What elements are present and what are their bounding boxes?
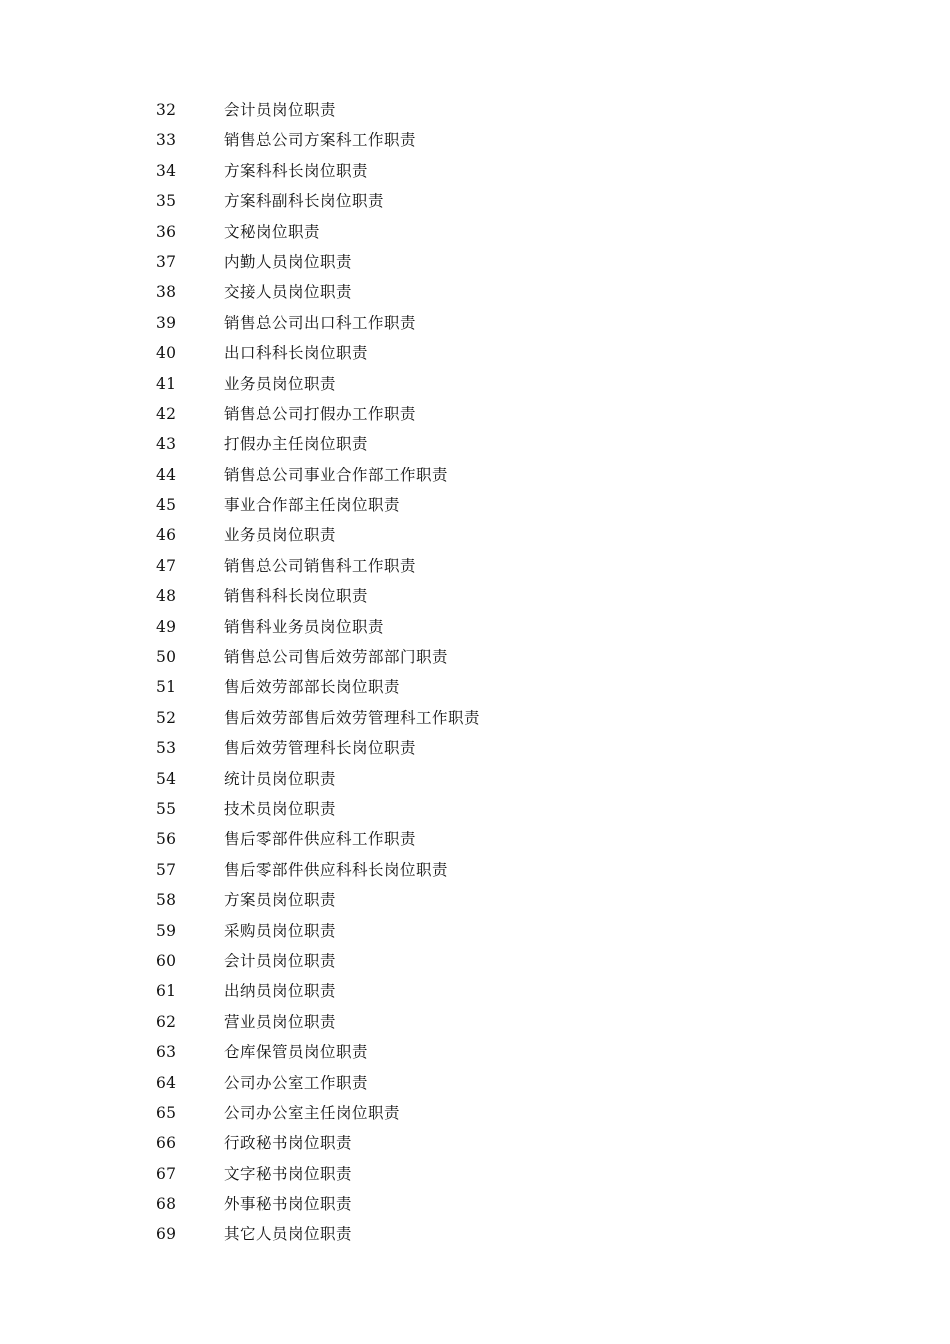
entry-title: 文秘岗位职责 bbox=[224, 222, 321, 241]
toc-entry bbox=[156, 186, 776, 216]
entry-title: 仓库保管员岗位职责 bbox=[224, 1043, 369, 1062]
entry-title: 营业员岗位职责 bbox=[224, 1012, 337, 1031]
entry-number: 36 bbox=[156, 222, 177, 241]
entry-number: 45 bbox=[156, 496, 177, 515]
toc-entry bbox=[156, 429, 776, 459]
entry-number: 61 bbox=[156, 982, 177, 1001]
entry-number: 42 bbox=[156, 404, 177, 423]
entry-number: 39 bbox=[156, 313, 177, 332]
toc-entry bbox=[156, 1189, 776, 1219]
toc-entry bbox=[156, 551, 776, 581]
toc-entry bbox=[156, 794, 776, 824]
entry-title: 售后效劳部售后效劳管理科工作职责 bbox=[224, 708, 481, 727]
entry-title: 业务员岗位职责 bbox=[224, 526, 337, 545]
entry-title: 行政秘书岗位职责 bbox=[224, 1134, 353, 1153]
toc-entry bbox=[156, 1007, 776, 1037]
entry-title: 销售科业务员岗位职责 bbox=[224, 617, 385, 636]
entry-title: 销售总公司出口科工作职责 bbox=[224, 313, 417, 332]
toc-entry bbox=[156, 581, 776, 611]
entry-title: 售后零部件供应科科长岗位职责 bbox=[224, 860, 449, 879]
toc-entry bbox=[156, 338, 776, 368]
entry-number: 47 bbox=[156, 556, 177, 575]
toc-entry bbox=[156, 824, 776, 854]
toc-entry bbox=[156, 1068, 776, 1098]
entry-number: 37 bbox=[156, 252, 177, 271]
entry-title: 方案科副科长岗位职责 bbox=[224, 192, 385, 211]
entry-number: 62 bbox=[156, 1012, 177, 1031]
entry-number: 63 bbox=[156, 1043, 177, 1062]
entry-number: 58 bbox=[156, 891, 177, 910]
entry-number: 49 bbox=[156, 617, 177, 636]
entry-number: 55 bbox=[156, 799, 177, 818]
entry-number: 69 bbox=[156, 1225, 177, 1244]
entry-number: 67 bbox=[156, 1164, 177, 1183]
entry-title: 业务员岗位职责 bbox=[224, 374, 337, 393]
entry-number: 65 bbox=[156, 1103, 177, 1122]
entry-title: 销售总公司售后效劳部部门职责 bbox=[224, 648, 449, 667]
entry-title: 出口科科长岗位职责 bbox=[224, 344, 369, 363]
toc-entry bbox=[156, 916, 776, 946]
toc-entry bbox=[156, 672, 776, 702]
toc-entry bbox=[156, 277, 776, 307]
toc-entry bbox=[156, 1219, 776, 1249]
entry-number: 51 bbox=[156, 678, 177, 697]
entry-title: 销售科科长岗位职责 bbox=[224, 587, 369, 606]
entry-title: 售后效劳部部长岗位职责 bbox=[224, 678, 401, 697]
entry-number: 56 bbox=[156, 830, 177, 849]
toc-entry bbox=[156, 1159, 776, 1189]
toc-entry bbox=[156, 217, 776, 247]
toc-entry bbox=[156, 369, 776, 399]
entry-title: 技术员岗位职责 bbox=[224, 799, 337, 818]
toc-entry bbox=[156, 156, 776, 186]
entry-number: 46 bbox=[156, 526, 177, 545]
toc-entry bbox=[156, 1128, 776, 1158]
toc-entry bbox=[156, 885, 776, 915]
entry-title: 内勤人员岗位职责 bbox=[224, 252, 353, 271]
entry-title: 售后零部件供应科工作职责 bbox=[224, 830, 417, 849]
entry-title: 销售总公司打假办工作职责 bbox=[224, 404, 417, 423]
entry-number: 53 bbox=[156, 739, 177, 758]
entry-number: 50 bbox=[156, 648, 177, 667]
entry-number: 34 bbox=[156, 161, 177, 180]
toc-entry bbox=[156, 460, 776, 490]
entry-title: 会计员岗位职责 bbox=[224, 951, 337, 970]
toc-entry bbox=[156, 125, 776, 155]
toc-entry bbox=[156, 247, 776, 277]
entry-number: 57 bbox=[156, 860, 177, 879]
entry-number: 60 bbox=[156, 951, 177, 970]
entry-title: 事业合作部主任岗位职责 bbox=[224, 496, 401, 515]
entry-number: 54 bbox=[156, 769, 177, 788]
toc-entry bbox=[156, 642, 776, 672]
entry-title: 统计员岗位职责 bbox=[224, 769, 337, 788]
entry-title: 销售总公司方案科工作职责 bbox=[224, 131, 417, 150]
toc-entry bbox=[156, 95, 776, 125]
entry-title: 公司办公室主任岗位职责 bbox=[224, 1103, 401, 1122]
toc-entry bbox=[156, 764, 776, 794]
entry-number: 43 bbox=[156, 435, 177, 454]
entry-number: 38 bbox=[156, 283, 177, 302]
entry-title: 其它人员岗位职责 bbox=[224, 1225, 353, 1244]
toc-entry bbox=[156, 308, 776, 338]
entry-title: 销售总公司销售科工作职责 bbox=[224, 556, 417, 575]
toc-list bbox=[156, 95, 776, 1250]
entry-title: 方案科科长岗位职责 bbox=[224, 161, 369, 180]
entry-title: 销售总公司事业合作部工作职责 bbox=[224, 465, 449, 484]
entry-title: 售后效劳管理科长岗位职责 bbox=[224, 739, 417, 758]
entry-number: 33 bbox=[156, 131, 177, 150]
entry-number: 64 bbox=[156, 1073, 177, 1092]
entry-number: 59 bbox=[156, 921, 177, 940]
toc-entry bbox=[156, 612, 776, 642]
entry-number: 48 bbox=[156, 587, 177, 606]
entry-number: 66 bbox=[156, 1134, 177, 1153]
entry-number: 44 bbox=[156, 465, 177, 484]
entry-title: 采购员岗位职责 bbox=[224, 921, 337, 940]
toc-entry bbox=[156, 520, 776, 550]
toc-entry bbox=[156, 1098, 776, 1128]
entry-title: 交接人员岗位职责 bbox=[224, 283, 353, 302]
toc-entry bbox=[156, 490, 776, 520]
entry-number: 68 bbox=[156, 1195, 177, 1214]
entry-number: 32 bbox=[156, 101, 177, 119]
toc-entry bbox=[156, 399, 776, 429]
toc-entry bbox=[156, 976, 776, 1006]
entry-title: 外事秘书岗位职责 bbox=[224, 1195, 353, 1214]
entry-title: 文字秘书岗位职责 bbox=[224, 1164, 353, 1183]
entry-title: 打假办主任岗位职责 bbox=[224, 435, 369, 454]
entry-number: 40 bbox=[156, 344, 177, 363]
entry-number: 41 bbox=[156, 374, 177, 393]
entry-title: 会计员岗位职责 bbox=[224, 101, 337, 119]
toc-entry bbox=[156, 1037, 776, 1067]
entry-title: 出纳员岗位职责 bbox=[224, 982, 337, 1001]
entry-title: 公司办公室工作职责 bbox=[224, 1073, 369, 1092]
toc-entry bbox=[156, 703, 776, 733]
entry-number: 52 bbox=[156, 708, 177, 727]
toc-entry bbox=[156, 946, 776, 976]
entry-number: 35 bbox=[156, 192, 177, 211]
entry-title: 方案员岗位职责 bbox=[224, 891, 337, 910]
toc-entry bbox=[156, 733, 776, 763]
toc-entry bbox=[156, 855, 776, 885]
